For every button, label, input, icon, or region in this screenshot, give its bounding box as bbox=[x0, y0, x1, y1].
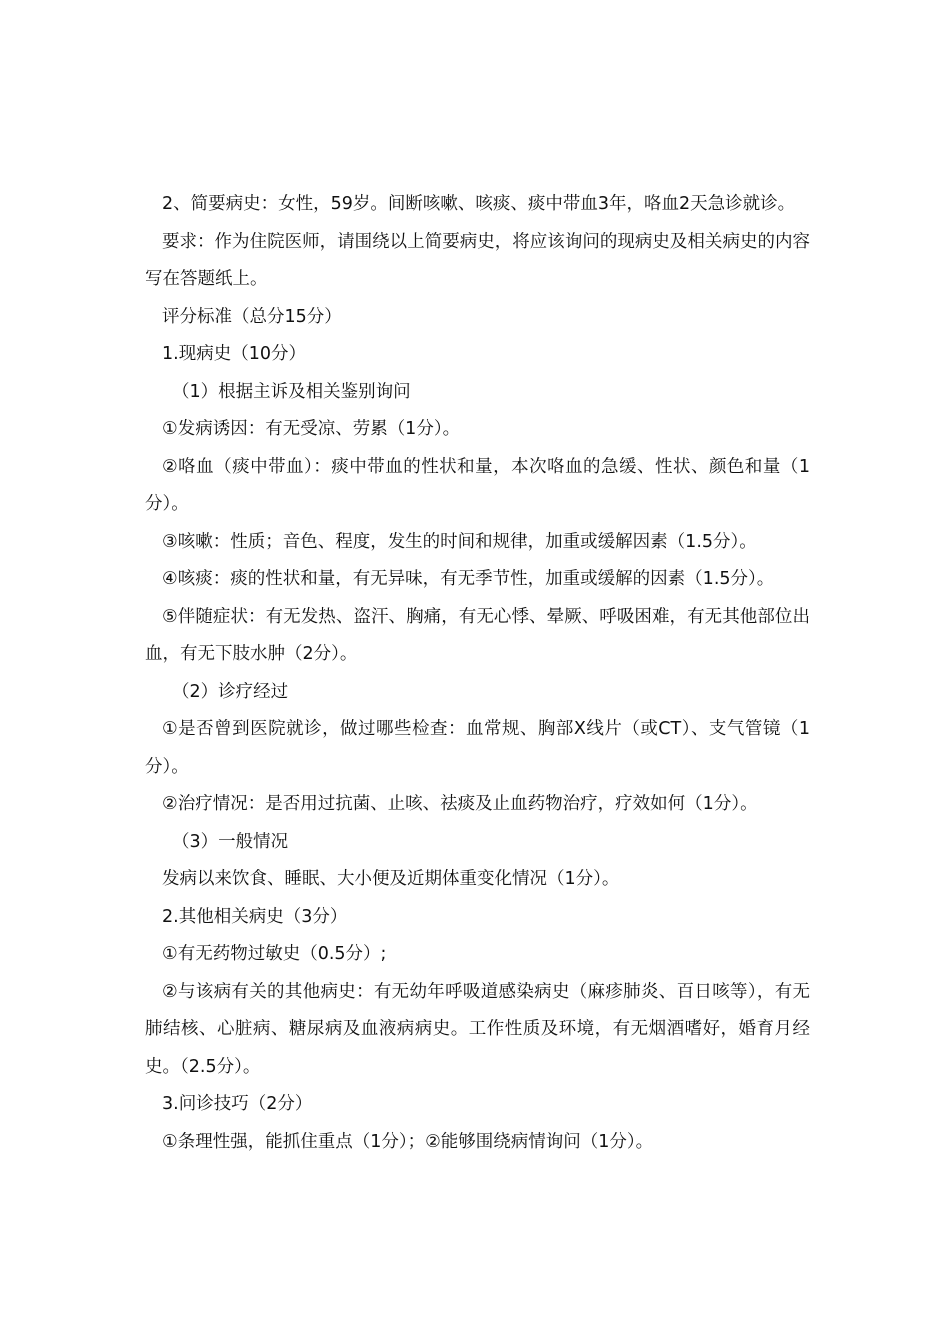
section-1-sub-1: （1）根据主诉及相关鉴别询问 bbox=[172, 381, 411, 402]
section-1-item-3: ③咳嗽：性质；音色、程度，发生的时间和规律，加重或缓解因素（1.5分）。 bbox=[162, 531, 757, 552]
document-body bbox=[145, 186, 810, 1161]
section-3-item-1: ①条理性强，能抓住重点（1分）；②能够围绕病情询问（1分）。 bbox=[162, 1131, 654, 1152]
section-1-item-2: ②咯血（痰中带血）：痰中带血的性状和量，本次咯血的急缓、性状、颜色和量（1分）。 bbox=[145, 456, 810, 514]
section-3-title: 3.问诊技巧（2分） bbox=[162, 1094, 313, 1114]
section-2-title: 2.其他相关病史（3分） bbox=[162, 906, 348, 927]
requirement-text: 要求：作为住院医师，请围绕以上简要病史，将应该询问的现病史及相关病史的内容写在答题纸上。 bbox=[145, 231, 810, 289]
section-1-item-8: 发病以来饮食、睡眠、大小便及近期体重变化情况（1分）。 bbox=[162, 869, 620, 889]
section-1-item-4: ④咳痰：痰的性状和量，有无异味，有无季节性，加重或缓解的因素（1.5分）。 bbox=[162, 569, 775, 589]
section-1-item-6: ①是否曾到医院就诊，做过哪些检查：血常规、胸部X线片（或CT）、支气管镜（1分）。 bbox=[145, 719, 810, 777]
section-1-item-5: ⑤伴随症状：有无发热、盗汗、胸痛，有无心悸、晕厥、呼吸困难，有无其他部位出血，有无下肢水肿（2分）。 bbox=[145, 606, 810, 664]
section-2-item-1: ①有无药物过敏史（0.5分）; bbox=[162, 944, 387, 964]
section-1-item-1: ①发病诱因：有无受凉、劳累（1分）。 bbox=[162, 419, 461, 439]
section-1-item-7: ②治疗情况：是否用过抗菌、止咳、祛痰及止血药物治疗，疗效如何（1分）。 bbox=[162, 794, 758, 814]
scoring-title: 评分标准（总分15分） bbox=[162, 306, 342, 327]
section-1-sub-3: （3）一般情况 bbox=[172, 831, 289, 852]
case-summary: 2、简要病史：女性，59岁。间断咳嗽、咳痰、痰中带血3年，咯血2天急诊就诊。 bbox=[162, 194, 796, 214]
section-2-item-2: ②与该病有关的其他病史：有无幼年呼吸道感染病史（麻疹肺炎、百日咳等），有无肺结核、心脏病、糖尿病及血液病病史。工作性质及环境，有无烟酒嗜好，婚育月经史。（2.5分）。 bbox=[145, 981, 810, 1077]
section-1-title: 1.现病史（10分） bbox=[162, 344, 306, 364]
section-1-sub-2: （2）诊疗经过 bbox=[172, 681, 289, 702]
